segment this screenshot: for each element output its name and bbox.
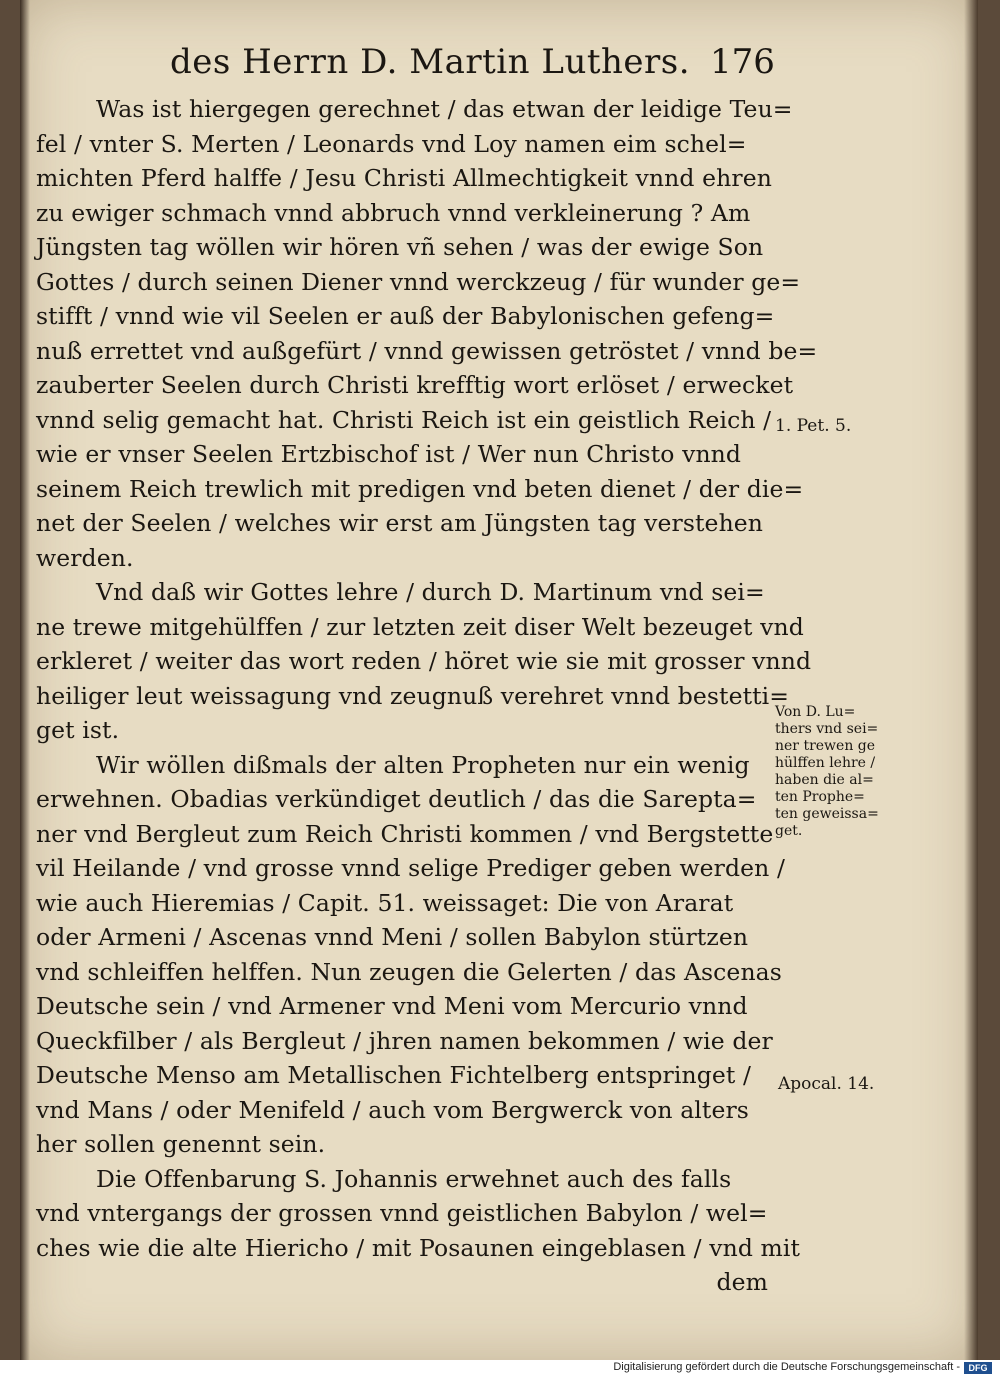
text-line: vnd vntergangs der grossen vnnd geistlichen Babylon / wel=: [36, 1199, 768, 1227]
text-line: erwehnen. Obadias verkündiget deutlich / das die Sarepta=: [36, 785, 757, 813]
margin-note-line: hülffen lehre /: [775, 755, 876, 771]
margin-note-pet: 1. Pet. 5.: [775, 416, 852, 436]
text-line: seinem Reich trewlich mit predigen vnd beten dienet / der die=: [36, 474, 804, 503]
text-line: net der Seelen / welches wir erst am Jüngsten tag verstehen: [36, 509, 764, 537]
text-line: oder Armeni / Ascenas vnnd Meni / sollen Babylon stürtzen: [36, 923, 749, 951]
text-line: vnd schleiffen helffen. Nun zeugen die Gelerten / das Ascenas: [36, 957, 782, 986]
text-line: zu ewiger schmach vnnd abbruch vnnd verkleinerung ? Am: [36, 198, 751, 227]
text-line: zauberter Seelen durch Christi krefftig wort erlöset / erwecket: [36, 371, 794, 399]
text-line: Wir wöllen dißmals der alten Propheten nur ein wenig: [96, 750, 750, 779]
margin-note-line: haben die al=: [775, 772, 874, 788]
page-number: 176: [710, 42, 775, 82]
text-line: Deutsche Menso am Metallischen Fichtelberg entspringet /: [36, 1061, 751, 1089]
text-line: Deutsche sein / vnd Armener vnd Meni vom Mercurio vnnd: [36, 992, 748, 1020]
margin-note-line: ten Prophe=: [775, 789, 865, 805]
text-line: vnd Mans / oder Menifeld / auch vom Bergwerck von alters: [36, 1095, 749, 1124]
text-line: Die Offenbarung S. Johannis erwehnet auch des falls: [96, 1164, 732, 1193]
text-line: Gottes / durch seinen Diener vnnd werckzeug / für wunder ge=: [36, 267, 801, 296]
text-line: heiliger leut weissagung vnd zeugnuß verehret vnnd bestetti=: [36, 681, 790, 710]
text-line: Queckfilber / als Bergleut / jhren namen bekommen / wie der: [36, 1026, 773, 1055]
running-head: des Herrn D. Martin Luthers.: [170, 42, 691, 82]
text-line: vnnd selig gemacht hat. Christi Reich ist ein geistlich Reich /: [36, 405, 772, 434]
margin-note-line: ten geweissa=: [775, 806, 879, 822]
text-line: ner vnd Bergleut zum Reich Christi kommen / vnd Bergstette: [36, 819, 774, 848]
text-line: michten Pferd halffe / Jesu Christi Allmechtigkeit vnnd ehren: [36, 164, 772, 192]
text-line: vil Heilande / vnd grosse vnnd selige Prediger geben werden /: [36, 854, 785, 882]
dfg-logo-icon: DFG: [964, 1362, 992, 1374]
margin-note-line: ner trewen ge: [775, 738, 876, 754]
margin-note-luther: [775, 704, 905, 840]
text-line: wie er vnser Seelen Ertzbischof ist / Wer nun Christo vnnd: [36, 440, 742, 468]
margin-note-line: get.: [775, 823, 803, 839]
margin-note-apocal: Apocal. 14.: [778, 1074, 875, 1094]
text-line: werden.: [36, 543, 134, 572]
text-line: ne trewe mitgehülffen / zur letzten zeit diser Welt bezeuget vnd: [36, 612, 804, 641]
text-line: Was ist hiergegen gerechnet / das etwan der leidige Teu=: [96, 95, 793, 123]
catchword: dem: [716, 1268, 768, 1296]
text-line: stifft / vnnd wie vil Seelen er auß der Babylonischen gefeng=: [36, 302, 775, 330]
text-line: wie auch Hieremias / Capit. 51. weissaget: Die von Ararat: [36, 888, 734, 917]
text-line: fel / vnter S. Merten / Leonards vnd Loy namen eim schel=: [36, 129, 747, 158]
text-line: Vnd daß wir Gottes lehre / durch D. Martinum vnd sei=: [96, 578, 765, 606]
text-line: nuß errettet vnd außgefürt / vnnd gewissen getröstet / vnnd be=: [36, 336, 818, 365]
text-line: get ist.: [36, 716, 120, 744]
text-line: her sollen genennt sein.: [36, 1130, 326, 1158]
text-line: ches wie die alte Hiericho / mit Posaunen eingeblasen / vnd mit: [36, 1233, 801, 1262]
page-edge-shadow: [964, 0, 978, 1360]
footer-credit: Digitalisierung gefördert durch die Deutsche Forschungsgemeinschaft -: [613, 1361, 960, 1373]
margin-note-line: thers vnd sei=: [775, 721, 879, 737]
text-line: erkleret / weiter das wort reden / höret wie sie mit grosser vnnd: [36, 647, 812, 675]
margin-note-line: Von D. Lu=: [775, 704, 856, 720]
text-line: Jüngsten tag wöllen wir hören vñ sehen / was der ewige Son: [36, 233, 764, 261]
page-gutter-shadow: [20, 0, 30, 1360]
